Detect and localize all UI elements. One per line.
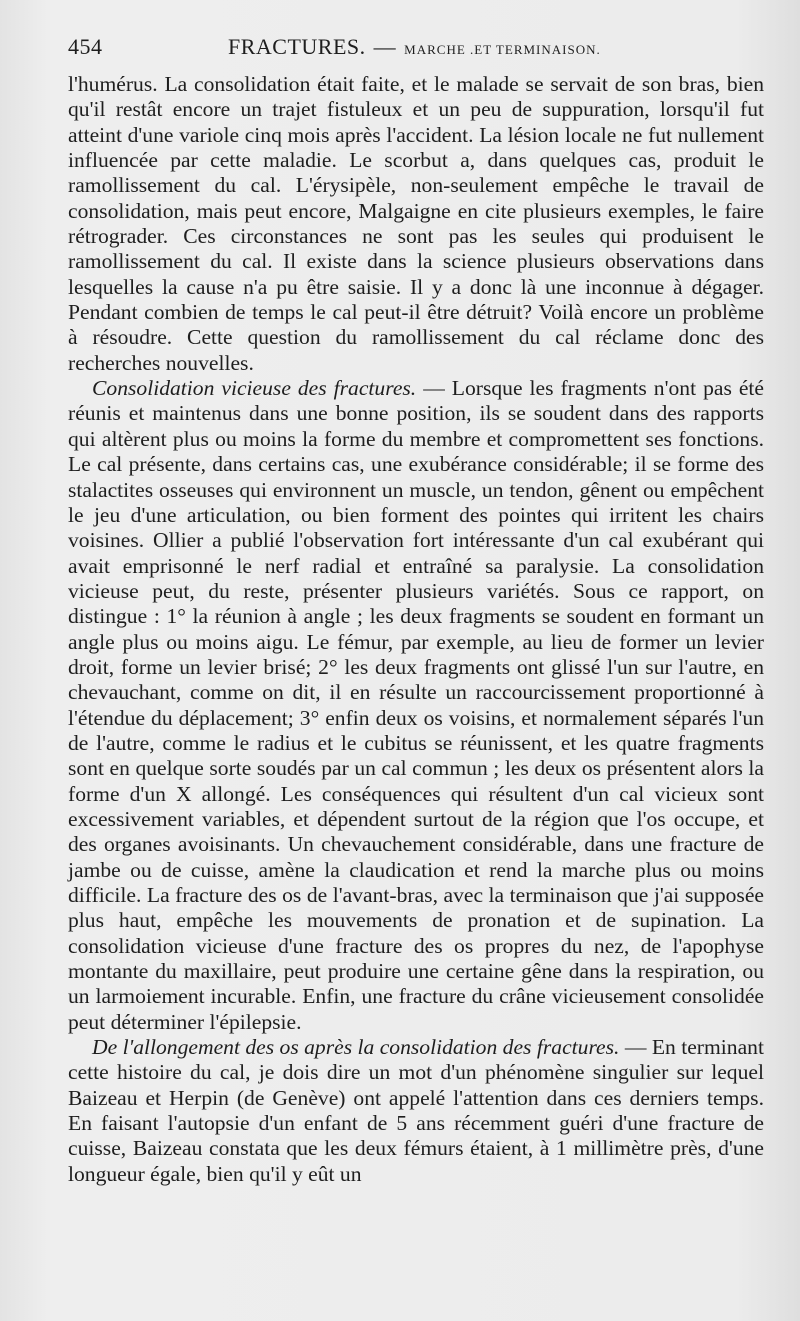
section-subtitle: MARCHE .ET TERMINAISON. [404,42,601,57]
paragraph-consolidation-vicieuse [68,376,764,1035]
chapter-title: FRACTURES. [228,34,366,59]
paragraph-allongement [68,1035,764,1187]
running-header [68,28,764,58]
paragraph-text: — Lorsque les fragments n'ont pas été réunis et maintenus dans une bonne position, ils se soudent dans des rapports qui altèrent plus ou moins la forme du membre et compromettent ses fonctions. Le cal présente, dans certains cas, une exubérance considérable; il se forme des stalactites osseuses qui environnent un muscle, un tendon, gênent ou empêchent le jeu d'une articulation, ou bien forment des pointes qui irritent les chairs voisines. Ollier a publié l'observation fort intéressante d'un cal exubérant qui avait emprisonné le nerf radial et entraîné sa paralysie. La consolidation vicieuse peut, du reste, présenter plusieurs variétés. Sous ce rapport, on distingue : 1° la réunion à angle ; les deux fragments se soudent en formant un angle plus ou moins aigu. Le fémur, par exemple, au lieu de former un levier droit, forme un levier brisé; 2° les deux fragments ont glissé l'un sur l'autre, en chevauchant, comme on dit, il en résulte un raccourcissement proportionné à l'étendue du déplacement; 3° enfin deux os voisins, et normalement séparés l'un de l'autre, comme le radius et le cubitus se réunissent, et les quatre fragments sont en quelque sorte soudés par un cal commun ; les deux os présentent alors la forme d'un X allongé. Les conséquences qui résultent d'un cal vicieux sont excessivement variables, et dépendent surtout de la région que l'os occupe, et des organes avoisinants. Un chevauchement considérable, dans une fracture de jambe ou de cuisse, amène la claudication et rend la marche plus ou moins difficile. La fracture des os de l'avant-bras, avec la terminaison que j'ai supposée plus haut, empêche les mouvements de pronation et de supination. La consolidation vicieuse d'une fracture des os propres du nez, de l'apophyse montante du maxillaire, peut produire une certaine gêne dans la respiration, ou un larmoiement incurable. Enfin, une fracture du crâne vicieusement consolidée peut déterminer l'épilepsie. [68,376,764,1034]
paragraph-text: — En terminant cette histoire du cal, je dois dire un mot d'un phénomène singulier sur lequel Baizeau et Herpin (de Genève) ont appelé l'attention dans ces derniers temps. En faisant l'autopsie d'un enfant de 5 ans récemment guéri d'une fracture de cuisse, Baizeau constata que les deux fémurs étaient, à 1 millimètre près, d'une longueur égale, bien qu'il y eût un [68,1035,764,1186]
paragraph-ramollissement [68,72,764,376]
running-title [228,34,601,60]
title-dash: — [373,34,397,59]
page-body [68,72,764,1187]
section-heading: Consolidation vicieuse des fractures. [92,376,417,401]
page-number: 454 [68,34,103,59]
paragraph-text: l'humérus. La consolidation était faite, et le malade se servait de son bras, bien qu'il restât encore un trajet fistuleux et un peu de suppuration, lorsqu'il fut atteint d'une variole cinq mois après l'accident. La lésion locale ne fut nullement influencée par cette maladie. Le scorbut a, dans quelques cas, produit le ramollissement du cal. L'érysipèle, non-seulement empêche le travail de consolidation, mais peut encore, Malgaigne en cite plusieurs exemples, le faire rétrograder. Ces circonstances ne sont pas les seules qui produisent le ramollissement du cal. Il existe dans la science plusieurs observations dans lesquelles la cause n'a pu être saisie. Il y a donc là une inconnue à dégager. Pendant combien de temps le cal peut-il être détruit? Voilà encore un problème à résoudre. Cette question du ramollissement du cal réclame donc des recherches nouvelles. [68,72,764,375]
section-heading: De l'allongement des os après la consolidation des fractures. [92,1035,620,1060]
